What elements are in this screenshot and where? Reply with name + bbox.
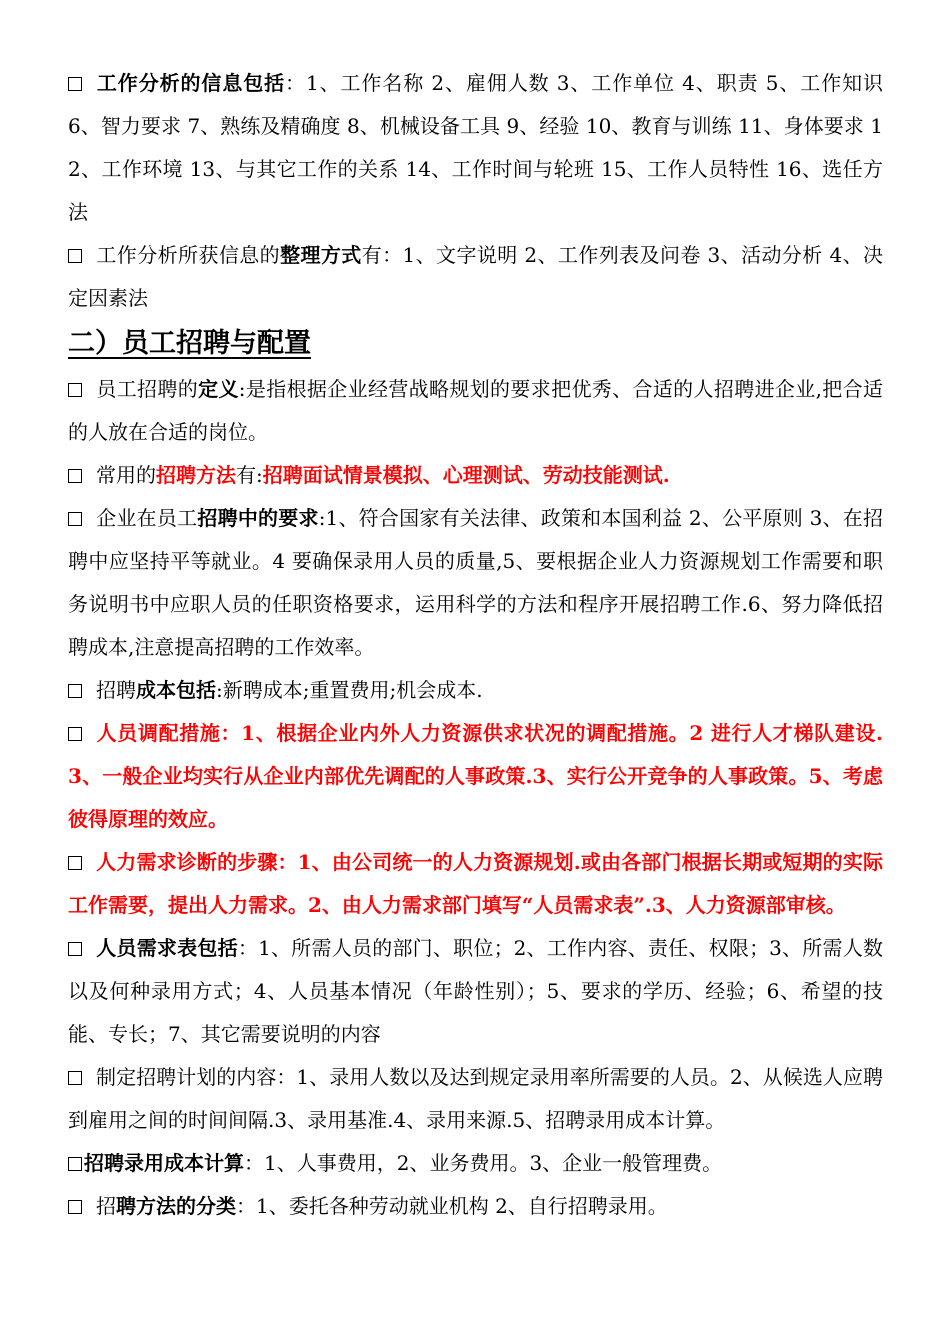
paragraph-recruitment-plan: [68, 1056, 883, 1142]
checkbox-icon: [68, 942, 82, 956]
paragraph-prefix: 招聘: [96, 678, 136, 702]
checkbox-icon: [68, 727, 82, 741]
term-bold: 整理方式: [280, 243, 362, 267]
term-bold: 聘方法的分类: [116, 1194, 236, 1218]
paragraph-prefix: 招: [96, 1194, 116, 1218]
term-bold: 招聘录用成本计算: [84, 1151, 244, 1175]
paragraph-text: 有：1、文字说明 2、工作列表及问卷 3、活动分析 4、决定因素法: [68, 243, 884, 310]
checkbox-icon: [68, 383, 82, 397]
paragraph-text: 制定招聘计划的内容：1、录用人数以及达到规定录用率所需要的人员。2、从候选人应聘到雇用之间的时间间隔.3、录用基准.4、录用来源.5、招聘录用成本计算。: [68, 1065, 883, 1132]
paragraph-prefix: 企业在员工: [96, 506, 198, 530]
checkbox-icon: [68, 856, 82, 870]
paragraph-demand-form: [68, 927, 883, 1056]
paragraph-prefix: 工作分析所获信息的: [96, 243, 281, 267]
paragraph-text: :1、符合国家有关法律、政策和本国利益 2、公平原则 3、在招聘中应坚持平等就业。4 要确保录用人员的质量,5、要根据企业人力资源规划工作需要和职务说明书中应职人员的任职资格要求，运用科学的方法和程序开展招聘工作.6、努力降低招聘成本,注意提高招聘的工作效率。: [68, 506, 883, 659]
paragraph-recruitment-cost: [68, 669, 883, 712]
document-page: [68, 62, 883, 1228]
paragraph-text: 人员调配措施：1、根据企业内外人力资源供求状况的调配措施。2 进行人才梯队建设.3、一般企业均实行从企业内部优先调配的人事政策.3、实行公开竞争的人事政策。5、考虑彼得原理的效应。: [68, 721, 883, 831]
paragraph-job-analysis-info: [68, 62, 883, 234]
checkbox-icon: [68, 77, 82, 91]
paragraph-text: 人力需求诊断的步骤：1、由公司统一的人力资源规划.或由各部门根据长期或短期的实际工作需要，提出人力需求。2、由人力需求部门填写“人员需求表”.3、人力资源部审核。: [68, 850, 883, 917]
paragraph-recruitment-requirements: [68, 497, 883, 669]
paragraph-hiring-cost-calc: [68, 1142, 883, 1185]
term-bold: 成本包括: [136, 678, 216, 702]
paragraph-text: :是指根据企业经营战略规划的要求把优秀、合适的人招聘进企业,把合适的人放在合适的岗位。: [68, 377, 884, 444]
paragraph-recruitment-definition: [68, 368, 883, 454]
paragraph-text: ：1、委托各种劳动就业机构 2、自行招聘录用。: [236, 1194, 668, 1218]
paragraph-method-classification: [68, 1185, 883, 1228]
checkbox-icon: [68, 1200, 82, 1214]
term-bold: 人员需求表包括: [96, 936, 238, 960]
term-bold: 定义: [198, 377, 239, 401]
term-red-list: 招聘面试情景模拟、心理测试、劳动技能测试.: [262, 463, 670, 487]
paragraph-text: :新聘成本;重置费用;机会成本.: [216, 678, 483, 702]
checkbox-icon: [68, 684, 82, 698]
paragraph-recruitment-methods: [68, 454, 883, 497]
section-heading: 二）员工招聘与配置: [68, 328, 311, 359]
checkbox-icon: [68, 1157, 82, 1171]
paragraph-text: ：1、人事费用，2、业务费用。3、企业一般管理费。: [244, 1151, 723, 1175]
checkbox-icon: [68, 1071, 82, 1085]
paragraph-demand-diagnosis: [68, 841, 883, 927]
term-red: 招聘方法: [156, 463, 236, 487]
term-bold: 工作分析的信息包括: [96, 71, 286, 95]
paragraph-mid: 有:: [236, 463, 263, 487]
paragraph-text: ：1、所需人员的部门、职位；2、工作内容、责任、权限；3、所需人数以及何种录用方式；4、人员基本情况（年龄性别）；5、要求的学历、经验；6、希望的技能、专长；7、其它需要说明的内容: [68, 936, 883, 1046]
paragraph-prefix: 常用的: [96, 463, 156, 487]
checkbox-icon: [68, 249, 82, 263]
checkbox-icon: [68, 469, 82, 483]
paragraph-staff-allocation: [68, 712, 883, 841]
paragraph-text: ：1、工作名称 2、雇佣人数 3、工作单位 4、职责 5、工作知识 6、智力要求 7、熟练及精确度 8、机械设备工具 9、经验 10、教育与训练 11、身体要求 12、工作环境 13、与其它工作的关系 14、工作时间与轮班 15、工作人员特性 16、选任方法: [68, 71, 884, 224]
paragraph-prefix: 员工招聘的: [96, 377, 199, 401]
term-bold: 招聘中的要求: [197, 506, 319, 530]
checkbox-icon: [68, 512, 82, 526]
paragraph-info-organization: [68, 234, 883, 320]
